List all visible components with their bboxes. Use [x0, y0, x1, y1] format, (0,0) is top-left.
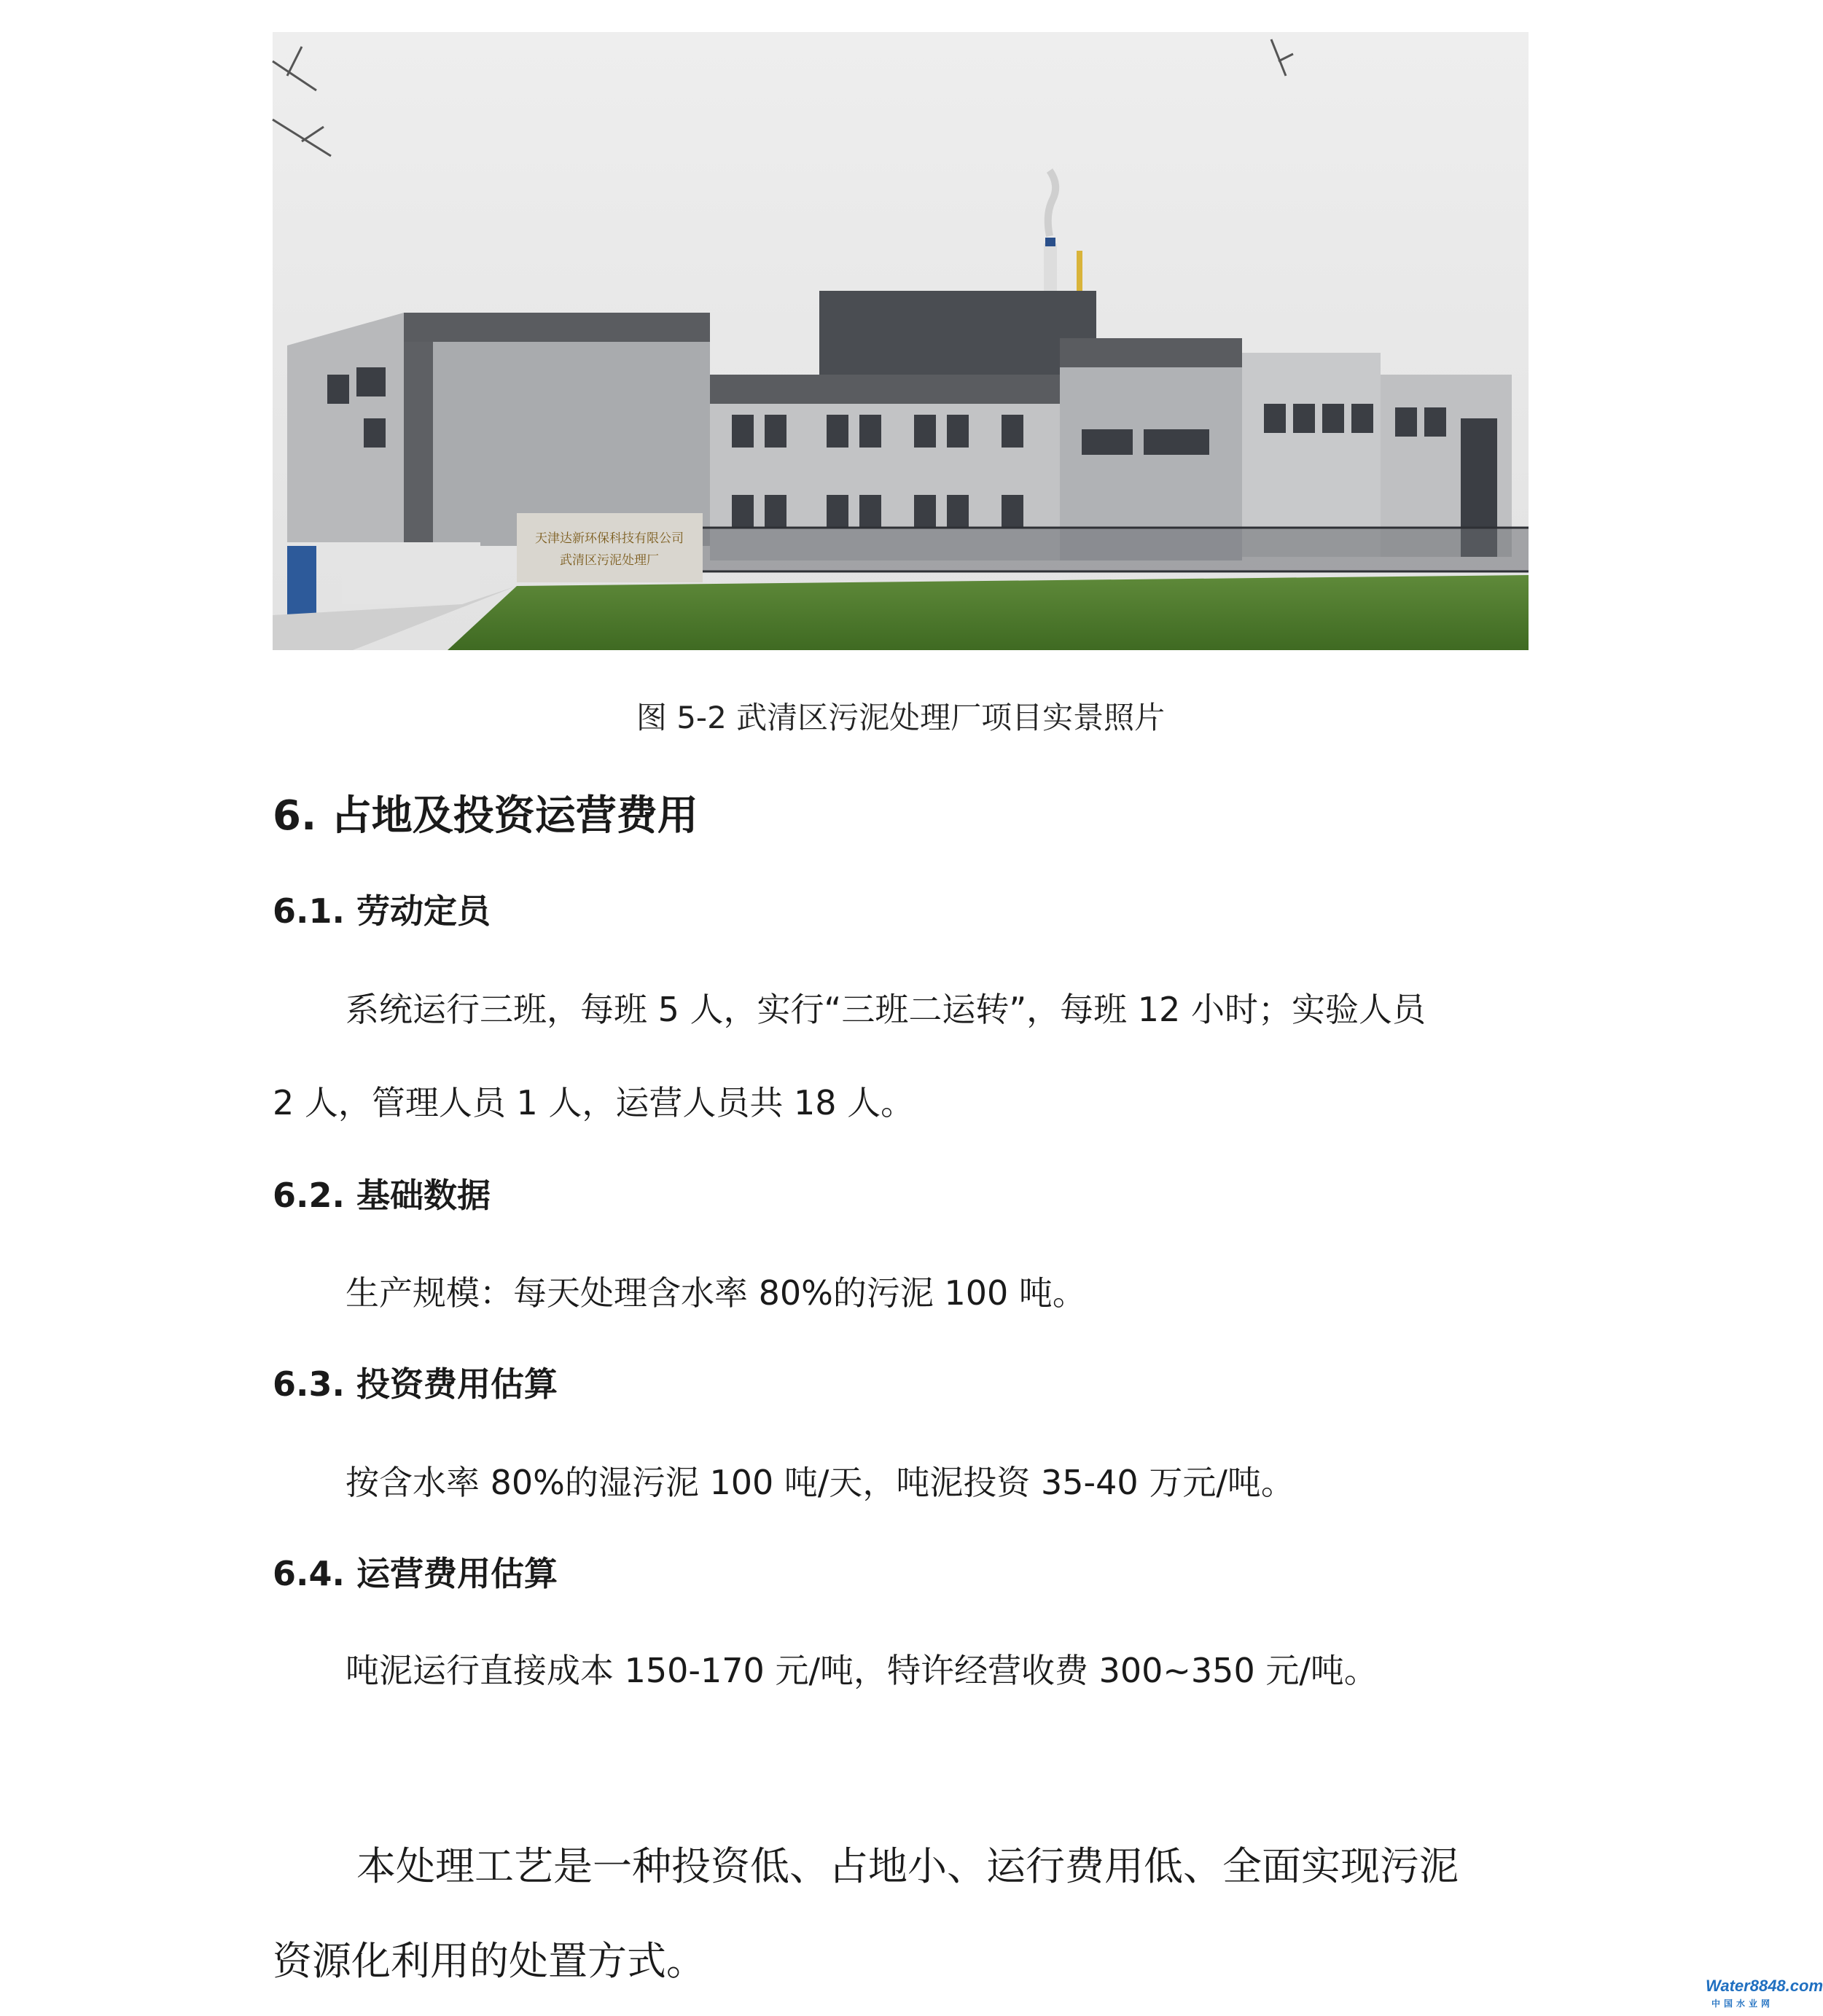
subsection-heading-basic-data: 6.2. 基础数据 — [273, 1176, 491, 1215]
plant-photo — [273, 32, 1529, 650]
subsection-heading-investment: 6.3. 投资费用估算 — [273, 1364, 558, 1404]
watermark-logo — [1706, 1977, 1823, 2013]
subsection-heading-staffing: 6.1. 劳动定员 — [273, 891, 491, 931]
watermark-sub-text: 中国水业网 — [1711, 1999, 1774, 2009]
svg-text:武清区污泥处理厂: 武清区污泥处理厂 — [560, 553, 659, 568]
investment-paragraph: 按含水率 80%的湿污泥 100 吨/天，吨泥投资 35-40 万元/吨。 — [346, 1463, 1295, 1502]
staffing-paragraph-line2: 2 人，管理人员 1 人，运营人员共 18 人。 — [273, 1083, 915, 1122]
staffing-paragraph-line1: 系统运行三班，每班 5 人，实行“三班二运转”，每班 12 小时；实验人员 — [346, 990, 1426, 1029]
operating-cost-paragraph: 吨泥运行直接成本 150-170 元/吨，特许经营收费 300~350 元/吨。 — [346, 1651, 1378, 1690]
conclusion-line1: 本处理工艺是一种投资低、占地小、运行费用低、全面实现污泥 — [356, 1843, 1459, 1889]
figure-caption: 图 5-2 武清区污泥处理厂项目实景照片 — [636, 700, 1166, 735]
svg-text:天津达新环保科技有限公司: 天津达新环保科技有限公司 — [535, 531, 684, 546]
basic-data-paragraph: 生产规模：每天处理含水率 80%的污泥 100 吨。 — [346, 1273, 1086, 1313]
subsection-heading-operating-cost: 6.4. 运营费用估算 — [273, 1554, 558, 1593]
conclusion-line2: 资源化利用的处置方式。 — [273, 1938, 706, 1984]
plant-photo-illustration — [273, 32, 1529, 650]
section-heading: 6. 占地及投资运营费用 — [273, 792, 698, 840]
watermark-main-text: Water8848.com — [1706, 1977, 1823, 1995]
